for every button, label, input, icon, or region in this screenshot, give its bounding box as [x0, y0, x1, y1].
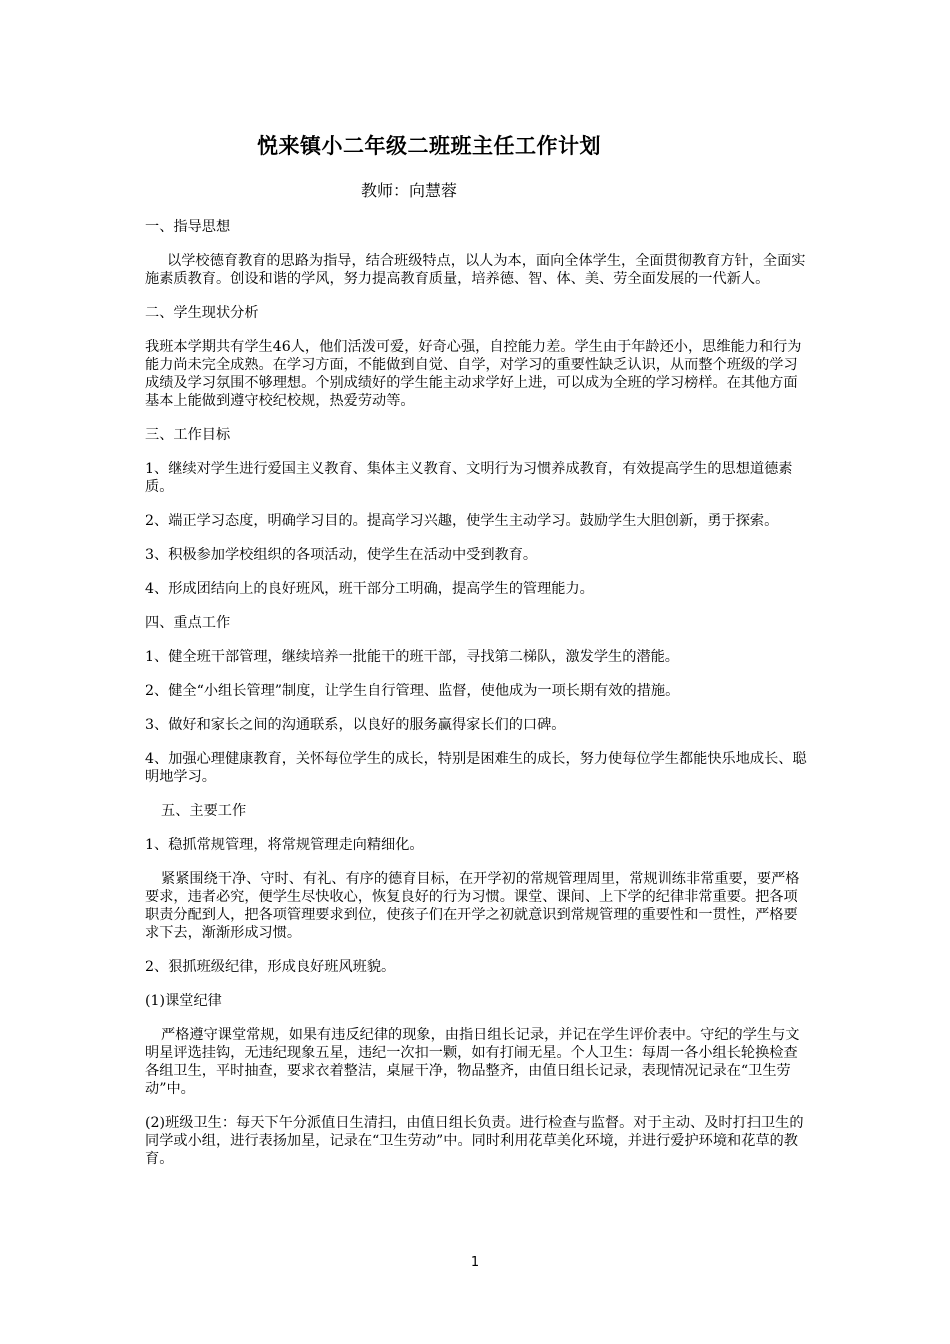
paragraph: 紧紧围绕干净、守时、有礼、有序的德育目标，在开学初的常规管理周里，常规训练非常重要，要严格要求，违者必究，便学生尽快收心，恢复良好的行为习惯。课堂、课间、上下学的纪律非常重要。把各项职责分配到人，把各项管理要求到位，使孩子们在开学之初就意识到常规管理的重要性和一贯性，严格要求下去，渐渐形成习惯。	[145, 871, 800, 941]
list-item: 3、做好和家长之间的沟通联系，以良好的服务赢得家长们的口碑。	[145, 717, 566, 733]
list-item: 4、加强心理健康教育，关怀每位学生的成长，特别是困难生的成长，努力使每位学生都能快乐地成长、聪明地学习。	[145, 751, 807, 785]
section-heading-2: 二、学生现状分析	[145, 305, 259, 321]
sub-heading: (1)课堂纪律	[145, 993, 222, 1009]
list-item: 4、形成团结向上的良好班风，班干部分工明确，提高学生的管理能力。	[145, 581, 594, 597]
paragraph: 以学校德育教育的思路为指导，结合班级特点，以人为本，面向全体学生，全面贯彻教育方针，全面实施素质教育。创设和谐的学风，努力提高教育质量，培养德、智、体、美、劳全面发展的一代新人。	[145, 253, 806, 287]
teacher-line: 教师：向慧蓉	[360, 181, 457, 200]
list-item: 1、稳抓常规管理，将常规管理走向精细化。	[145, 837, 424, 853]
list-item: 2、端正学习态度，明确学习目的。提高学习兴趣，使学生主动学习。鼓励学生大胆创新，勇于探索。	[145, 513, 779, 529]
paragraph: 我班本学期共有学生46人，他们活泼可爱，好奇心强，自控能力差。学生由于年龄还小，思维能力和行为能力尚未完全成熟。在学习方面，不能做到自觉、自学，对学习的重要性缺乏认识，从而整个班级的学习成绩及学习氛围不够理想。个别成绩好的学生能主动求学好上进，可以成为全班的学习榜样。在其他方面基本上能做到遵守校纪校规，热爱劳动等。	[145, 339, 802, 409]
document-body	[145, 218, 809, 1184]
section-heading-5: 五、主要工作	[161, 803, 247, 819]
section-heading-4: 四、重点工作	[145, 615, 231, 631]
document-title: 悦来镇小二年级二班班主任工作计划	[257, 134, 601, 158]
section-heading-1: 一、指导思想	[145, 219, 231, 235]
list-item: 3、积极参加学校组织的各项活动，使学生在活动中受到教育。	[145, 547, 538, 563]
list-item: 1、健全班干部管理，继续培养一批能干的班干部，寻找第二梯队，激发学生的潜能。	[145, 649, 679, 665]
paragraph: 严格遵守课堂常规，如果有违反纪律的现象，由指日组长记录，并记在学生评价表中。守纪的学生与文明星评选挂钩，无违纪现象五星，违纪一次扣一颗，如有打闹无星。个人卫生：每周一各小组长轮换检查各组卫生，平时抽查，要求衣着整洁，桌屉干净，物品整齐，由值日组长记录，表现情况记录在“卫生劳动”中。	[145, 1027, 800, 1097]
section-heading-3: 三、工作目标	[145, 427, 231, 443]
list-item: 1、继续对学生进行爱国主义教育、集体主义教育、文明行为习惯养成教育，有效提高学生的思想道德素质。	[145, 461, 793, 495]
page-number: 1	[470, 1255, 480, 1270]
list-item: 2、狠抓班级纪律，形成良好班风班貌。	[145, 959, 396, 975]
list-item: 2、健全“小组长管理”制度，让学生自行管理、监督，使他成为一项长期有效的措施。	[145, 683, 680, 699]
paragraph: (2)班级卫生：每天下午分派值日生清扫，由值日组长负责。进行检查与监督。对于主动、及时打扫卫生的同学或小组，进行表扬加星，记录在“卫生劳动”中。同时利用花草美化环境，并进行爱护环境和花草的教育。	[145, 1115, 804, 1167]
